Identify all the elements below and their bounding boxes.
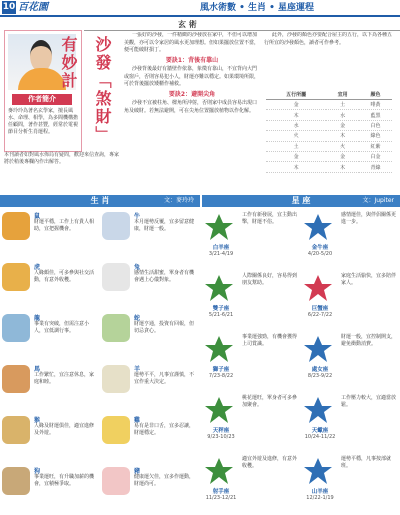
zodiac-forecast: 人緣頗佳，可多參與社交活動，有意外收穫。 [34, 270, 95, 283]
star-sign-forecast: 工作壓力較大，宜適當放鬆。 [341, 395, 397, 408]
star-sign-name: 白羊座 [212, 245, 230, 251]
star-sign-icon [204, 396, 234, 424]
star-sign-item [202, 392, 299, 451]
table-header: 五行所屬 [266, 90, 326, 100]
star-sign-forecast: 人際關係良好，容易得到朋友幫助。 [242, 273, 298, 286]
star-sign-icon [204, 335, 234, 363]
zodiac-section-bar [0, 195, 200, 207]
star-sign-icon [303, 274, 333, 302]
table-cell: 金 [326, 120, 359, 130]
star-sign-date: 7/23-8/22 [208, 373, 234, 379]
star-sign-item [202, 331, 299, 390]
star-sign-forecast: 運勢平穩，凡事按部就班。 [341, 456, 392, 469]
column-divider [84, 30, 400, 31]
star-sign-date: 10/24-11/22 [304, 434, 336, 440]
star-sign-name: 金牛座 [311, 245, 329, 251]
table-row [266, 100, 392, 110]
zodiac-item [0, 362, 98, 411]
table-cell: 木 [326, 131, 359, 141]
star-sign-forecast: 桃花運旺，單身者可多參加聚會。 [242, 395, 298, 408]
zodiac-name: 鼠 [34, 213, 41, 220]
table-row [266, 120, 392, 130]
reader-note: 本刊讀者如對風水佈局有疑問，歡迎來信查詢，專家將於稍後專欄內作出解答。 [4, 152, 120, 165]
star-sign-forecast: 工作有新發展，宜主動出擊，財運不俗。 [242, 212, 298, 225]
zodiac-forecast: 運勢平平，凡事宜謹慎，不宜作重大決定。 [134, 372, 195, 385]
zodiac-animal-icon [102, 365, 130, 393]
star-sign-forecast: 家庭生活愉快，宜多陪伴家人。 [341, 273, 397, 286]
table-cell: 土 [266, 141, 326, 151]
star-sign-date: 6/22-7/22 [307, 312, 333, 318]
zodiac-animal-icon [2, 314, 30, 342]
star-sign-icon [204, 213, 234, 241]
table-cell: 藍黑 [359, 110, 392, 120]
star-sign-icon [204, 457, 234, 485]
star-sign-name: 天秤座 [212, 428, 230, 434]
zodiac-name: 蛇 [134, 315, 141, 322]
table-cell: 啡黃 [359, 100, 392, 110]
star-sign-name: 雙子座 [212, 306, 230, 312]
table-cell: 土 [326, 100, 359, 110]
table-row [266, 151, 392, 161]
table-cell: 綠色 [359, 131, 392, 141]
star-sign-forecast: 感情運佳，與伴侶關係更進一步。 [341, 212, 397, 225]
column-name: 玄 術 [178, 20, 197, 29]
article-body-3: 此外，沙發的顏色亦要配合屋主的五行，以下為各種五行所宜的沙發顏色，讀者可作參考。 [264, 32, 393, 46]
author-bio: 麥玲玲為著名玄學家，擅長風水、命理、相學，為多間機構擔任顧問，著作甚豐，經常於電視節目分析生肖運程。 [8, 108, 79, 135]
zodiac-name: 羊 [134, 366, 141, 373]
star-sign-name: 射手座 [212, 489, 230, 495]
zodiac-forecast: 財運亨通，投資有回報，但切忌貪心。 [134, 321, 195, 334]
star-sign-item [301, 331, 398, 390]
zodiac-animal-icon [102, 314, 130, 342]
star-sign-date: 3/21-4/19 [208, 251, 234, 257]
table-cell: 金 [266, 100, 326, 110]
zodiac-section-title: 生 肖 [90, 196, 110, 205]
table-cell: 青綠 [359, 162, 392, 172]
stars-section-source: 文：Jupiter [362, 197, 394, 204]
star-sign-name: 處女座 [311, 367, 329, 373]
zodiac-name: 雞 [134, 417, 141, 424]
stars-section-bar [202, 195, 400, 207]
star-sign-name: 山羊座 [311, 489, 329, 495]
star-sign-date: 4/20-5/20 [307, 251, 333, 257]
star-sign-forecast: 財運一般，宜控制開支，避免衝動消費。 [341, 334, 397, 347]
article-headline: 沙發「煞財」有妙計 [59, 36, 112, 144]
table-header: 宜用 [326, 90, 359, 100]
star-sign-date: 8/23-9/22 [307, 373, 333, 379]
table-cell: 白金 [359, 151, 392, 161]
table-row [266, 141, 392, 151]
star-sign-name: 獅子座 [212, 367, 230, 373]
zodiac-forecast: 工作繁忙，宜注意休息，家庭和睦。 [34, 372, 95, 385]
zodiac-animal-icon [102, 263, 130, 291]
star-sign-icon [303, 335, 333, 363]
zodiac-animal-icon [2, 365, 30, 393]
star-sign-date: 5/21-6/21 [208, 312, 234, 318]
star-sign-forecast: 事業運強勁，有機會獲得上司賞識。 [242, 334, 298, 347]
page-number: 10 [2, 2, 16, 12]
zodiac-forecast: 本月運勢反覆，宜多留意健康，財運一般。 [134, 219, 195, 232]
table-cell: 白色 [359, 120, 392, 130]
table-cell: 金 [326, 151, 359, 161]
zodiac-name: 馬 [34, 366, 41, 373]
article-intro: 一張好的沙發，一件精緻的沙發放在家中，不但可以增加美觀，亦可以令家居的風水更加理想。但如果擺放位置不當，便可能破財損丁。 [124, 32, 260, 53]
zodiac-name: 龍 [34, 315, 41, 322]
zodiac-item [100, 209, 198, 258]
table-cell: 木 [266, 162, 326, 172]
article-body-1: 沙發背後最好有牆壁作依靠，象徵有靠山，不宜背向大門或窗戶，否則容易犯小人，財運亦難以穩定。如果環境所限，可於背後擺放矮櫃作補救。 [124, 66, 260, 87]
table-header: 顏色 [359, 90, 392, 100]
zodiac-forecast: 事業有突破，但需注意小人，宜低調行事。 [34, 321, 90, 334]
table-cell: 木 [266, 110, 326, 120]
zodiac-name: 虎 [34, 264, 41, 271]
article-column-2 [264, 32, 396, 88]
subheading-2: 要訣2：避開尖角 [168, 90, 216, 98]
zodiac-item [0, 311, 98, 360]
header-divider [0, 15, 400, 17]
zodiac-item [100, 260, 198, 309]
star-sign-icon [204, 274, 234, 302]
zodiac-item [0, 260, 98, 309]
star-sign-item [202, 270, 299, 329]
zodiac-item [100, 362, 198, 411]
zodiac-item [0, 464, 98, 513]
table-row [266, 110, 392, 120]
star-sign-item [301, 270, 398, 329]
table-row [266, 162, 392, 172]
zodiac-forecast: 財運平穩，工作上有貴人相助，宜把握機會。 [34, 219, 95, 232]
zodiac-name: 兔 [134, 264, 141, 271]
zodiac-item [0, 209, 98, 258]
star-sign-item [301, 453, 398, 512]
star-sign-icon [303, 457, 333, 485]
zodiac-animal-icon [2, 212, 30, 240]
article-body-2: 沙發不宜被柱角、樑角所沖射，否則家中成員容易出現口角及破財。若無法避開，可在尖角位置擺放植物以作化解。 [124, 100, 258, 114]
zodiac-animal-icon [2, 416, 30, 444]
zodiac-item [100, 311, 198, 360]
zodiac-name: 豬 [134, 468, 141, 475]
zodiac-name: 牛 [134, 213, 141, 220]
star-sign-item [202, 453, 299, 512]
zodiac-animal-icon [2, 263, 30, 291]
zodiac-animal-icon [102, 467, 130, 495]
author-title: 作者簡介 [12, 94, 72, 105]
zodiac-forecast: 健康運欠佳，宜多作運動，財運尚可。 [134, 474, 195, 487]
zodiac-forecast: 事業運旺，有升職加薪的機會，宜積極爭取。 [34, 474, 95, 487]
zodiac-item [0, 413, 98, 462]
zodiac-item [100, 413, 198, 462]
zodiac-animal-icon [2, 467, 30, 495]
table-cell: 木 [326, 162, 359, 172]
zodiac-animal-icon [102, 416, 130, 444]
zodiac-section-source: 文：麥玲玲 [163, 197, 194, 204]
zodiac-name: 狗 [34, 468, 41, 475]
table-cell: 紅紫 [359, 141, 392, 151]
star-sign-icon [303, 213, 333, 241]
table-cell: 火 [326, 141, 359, 151]
zodiac-name: 猴 [34, 417, 41, 424]
star-sign-item [301, 209, 398, 268]
zodiac-forecast: 易有是非口舌，宜多忍讓，財運穩定。 [134, 423, 195, 436]
zodiac-forecast: 感情生活甜蜜，單身者有機會遇上心儀對象。 [134, 270, 195, 283]
section-title: 百花園 [18, 2, 48, 13]
zodiac-forecast: 人緣及財運俱佳，適宜進修及外遊。 [34, 423, 95, 436]
star-sign-date: 9/23-10/23 [207, 434, 235, 440]
star-sign-forecast: 適宜外遊及進修，有意外收穫。 [242, 456, 298, 469]
star-sign-icon [303, 396, 333, 424]
stars-section-title: 星 座 [291, 196, 311, 205]
article-column-1 [124, 32, 260, 192]
table-row [266, 131, 392, 141]
element-color-table [266, 90, 392, 173]
header-tagline: 風水術數 • 生肖 • 星座運程 [200, 3, 315, 13]
star-sign-date: 11/23-12/21 [205, 495, 237, 501]
star-sign-name: 巨蟹座 [311, 306, 329, 312]
star-sign-name: 天蠍座 [311, 428, 329, 434]
table-cell: 金 [266, 151, 326, 161]
table-cell: 火 [266, 131, 326, 141]
star-sign-item [202, 209, 299, 268]
table-cell: 水 [266, 120, 326, 130]
subheading-1: 要訣1：背後有靠山 [165, 56, 219, 64]
zodiac-item [100, 464, 198, 513]
zodiac-animal-icon [102, 212, 130, 240]
star-sign-date: 12/22-1/19 [306, 495, 334, 501]
table-cell: 水 [326, 110, 359, 120]
star-sign-item [301, 392, 398, 451]
